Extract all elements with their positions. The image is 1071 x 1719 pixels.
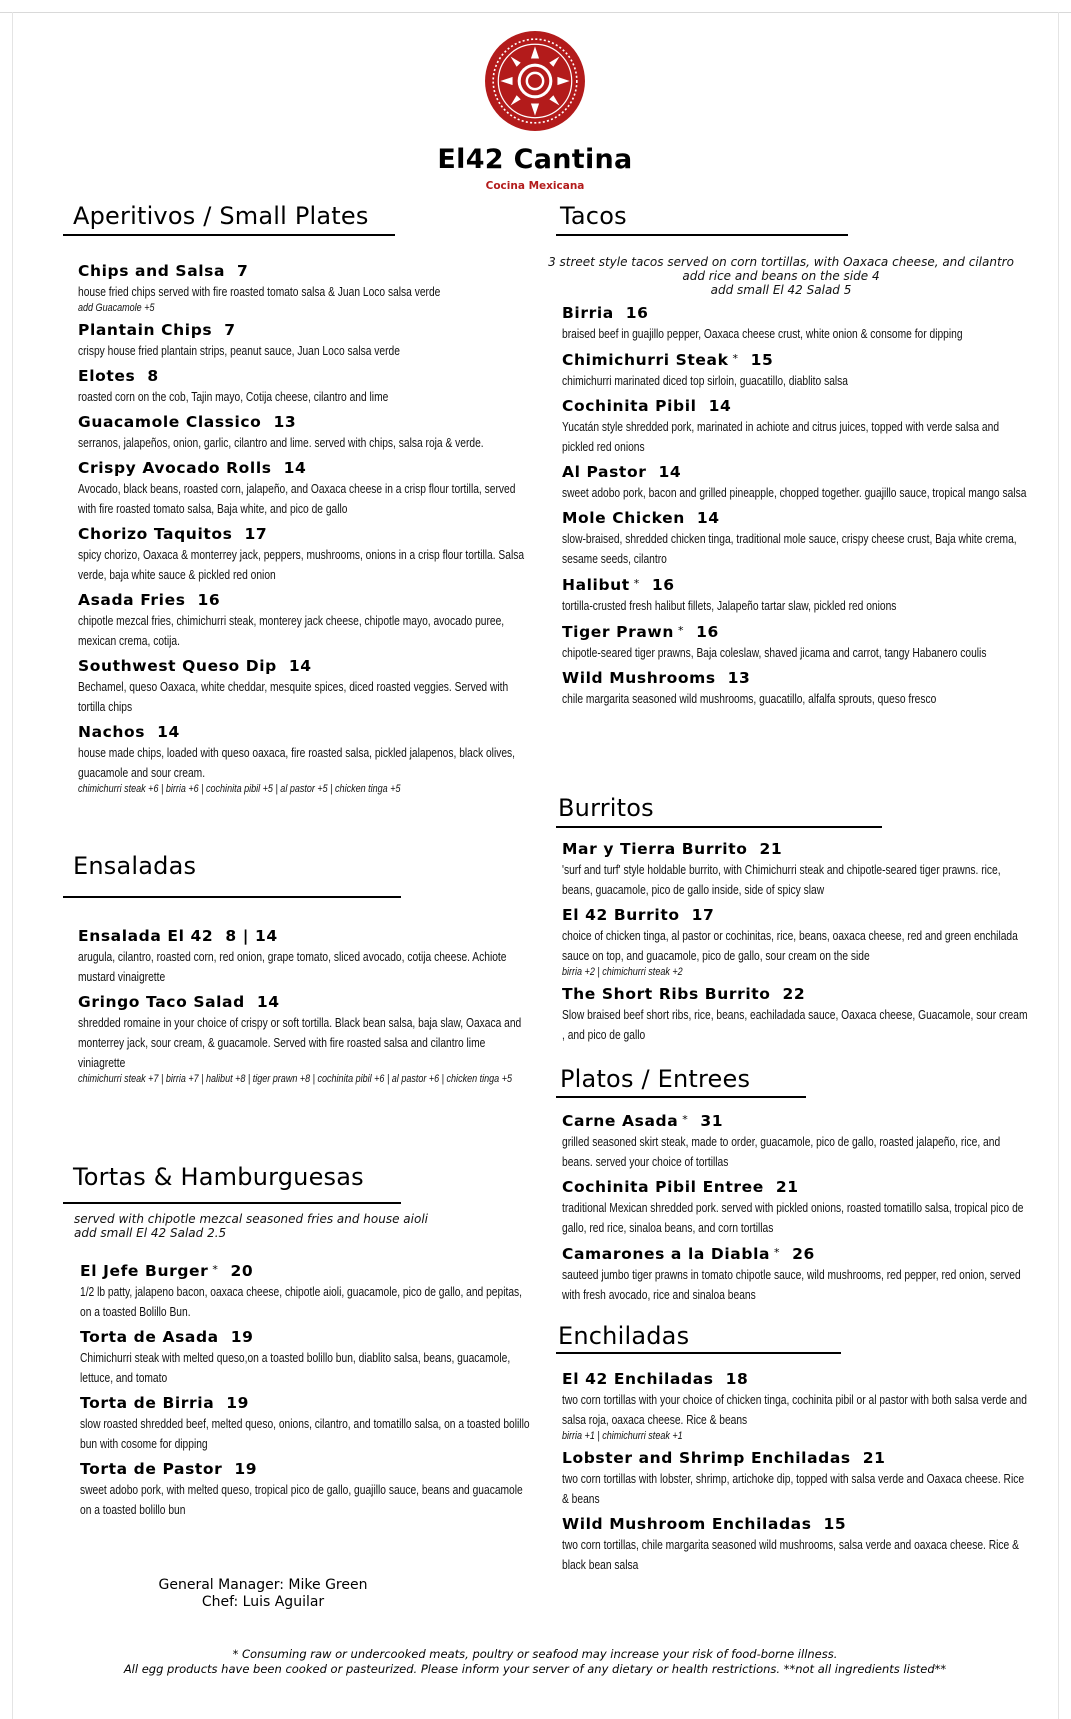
item-addons: birria +1 | chimichurri steak +1 <box>562 1430 683 1442</box>
item-price: 13 <box>273 413 297 431</box>
item-description: Bechamel, queso Oaxaca, white cheddar, mesquite spices, diced roasted veggies. Served with tortilla chips <box>78 680 509 714</box>
platos-header <box>560 1065 750 1093</box>
menu-item <box>78 365 528 407</box>
item-description: slow roasted shredded beef, melted queso, onions, cilantro, and tomatillo salsa, on a toasted bolillo bun with cosome for dipping <box>80 1417 530 1451</box>
item-description: two corn tortillas with lobster, shrimp, artichoke dip, topped with salsa verde and Oaxaca cheese. Rice & beans <box>562 1472 1025 1506</box>
item-price: 18 <box>725 1370 749 1388</box>
menu-item <box>562 1242 1032 1305</box>
tortas-intro <box>74 1212 428 1240</box>
item-title <box>562 573 1032 596</box>
item-title <box>80 1259 530 1282</box>
item-name: Birria <box>562 304 614 322</box>
menu-item <box>562 1176 1032 1238</box>
section-rule <box>556 234 848 236</box>
general-manager: General Manager: Mike Green <box>158 1577 368 1593</box>
item-description: sweet adobo pork, bacon and grilled pineapple, chopped together. guajillo sauce, tropical mango salsa <box>562 486 1027 500</box>
section-rule <box>556 1096 806 1098</box>
item-name: Gringo Taco Salad <box>78 993 245 1011</box>
item-price: 16 <box>625 304 649 322</box>
item-price: 31 <box>700 1112 724 1130</box>
section-title: Ensaladas <box>73 852 197 880</box>
item-description: chipotle-seared tiger prawns, Baja coleslaw, shaved jicama and carrot, tangy Habanero coulis <box>562 646 987 660</box>
disclaimer-line: All egg products have been cooked or pasteurized. Please inform your server of any dietary or health restrictions. **not all ingredients listed** <box>123 1662 947 1676</box>
item-description: Chimichurri steak with melted queso,on a toasted bolillo bun, diablito salsa, beans, guacamole, lettuce, and tomato <box>80 1351 511 1385</box>
item-description: spicy chorizo, Oaxaca & monterrey jack, peppers, mushrooms, onions in a crisp flour tortilla. Salsa verde, baja white sauce & pickled red onion <box>78 548 525 582</box>
menu-item <box>78 523 528 585</box>
item-description: serranos, jalapeños, onion, garlic, cilantro and lime. served with chips, salsa roja & verde. <box>78 436 484 450</box>
item-name: Elotes <box>78 367 136 385</box>
menu-item <box>562 507 1032 569</box>
item-title <box>562 1513 1032 1535</box>
intro-line: add small El 42 Salad 5 <box>710 283 852 297</box>
burritos-list <box>562 838 1032 1049</box>
item-name: Ensalada El 42 <box>78 927 214 945</box>
raw-warning-mark: * <box>633 577 640 590</box>
item-title <box>562 1242 1032 1265</box>
item-name: Chorizo Taquitos <box>78 525 233 543</box>
item-description: chimichurri marinated diced top sirloin, guacatillo, diablito salsa <box>562 374 849 388</box>
tortas-header <box>73 1163 364 1191</box>
item-name: Lobster and Shrimp Enchiladas <box>562 1449 851 1467</box>
item-description: arugula, cilantro, roasted corn, red onion, grape tomato, sliced avocado, cotija cheese. Achiote mustard vinaigrette <box>78 950 507 984</box>
item-price: 19 <box>234 1460 258 1478</box>
top-border <box>0 12 1071 13</box>
section-title: Aperitivos / Small Plates <box>73 202 369 230</box>
item-description: sweet adobo pork, with melted queso, tropical pico de gallo, guajillo sauce, beans and guacamole on a toasted bolillo bun <box>80 1483 523 1517</box>
right-border <box>1058 12 1059 1719</box>
item-name: Chips and Salsa <box>78 262 226 280</box>
item-title <box>562 1109 1032 1132</box>
item-name: Southwest Queso Dip <box>78 657 277 675</box>
tacos-intro <box>546 255 1016 297</box>
item-description: braised beef in guajillo pepper, Oaxaca cheese crust, white onion & consome for dipping <box>562 327 963 341</box>
item-title <box>78 457 528 479</box>
menu-item <box>562 1368 1032 1443</box>
item-price: 8 <box>147 367 159 385</box>
item-description: shredded romaine in your choice of crispy or soft tortilla. Black bean salsa, baja slaw, Oaxaca and monterrey jack, sour cream, & guacamole. Served with fire roasted salsa and cilantro lime viniagrette <box>78 1016 522 1070</box>
tacos-list <box>562 302 1032 713</box>
item-name: Tiger Prawn <box>562 623 674 641</box>
item-title <box>562 461 1032 483</box>
item-description: crispy house fried plantain strips, peanut sauce, Juan Loco salsa verde <box>78 344 400 358</box>
aperitivos-header <box>73 202 369 230</box>
item-title <box>562 1368 1032 1390</box>
raw-warning-mark: * <box>212 1263 219 1276</box>
item-price: 17 <box>244 525 268 543</box>
menu-item <box>78 457 528 519</box>
item-price: 20 <box>230 1262 254 1280</box>
item-price: 19 <box>226 1394 250 1412</box>
item-description: house fried chips served with fire roasted tomato salsa & Juan Loco salsa verde <box>78 285 441 299</box>
menu-item <box>78 319 528 361</box>
item-name: Al Pastor <box>562 463 647 481</box>
item-addons: chimichurri steak +7 | birria +7 | halibut +8 | tiger prawn +8 | cochinita pibil +6 | al pastor +6 | chicken tinga +5 <box>78 1073 512 1085</box>
item-title <box>78 589 528 611</box>
item-name: Torta de Asada <box>80 1328 219 1346</box>
item-price: 14 <box>283 459 307 477</box>
sun-emblem-logo <box>484 30 586 132</box>
item-title <box>562 904 1032 926</box>
section-rule <box>556 826 882 828</box>
menu-item <box>78 411 528 453</box>
item-price: 14 <box>658 463 682 481</box>
item-price: 26 <box>792 1245 815 1263</box>
ensaladas-list <box>78 925 528 1090</box>
item-price: 17 <box>691 906 715 924</box>
section-rule <box>63 1202 401 1204</box>
menu-item <box>78 589 528 651</box>
item-price: 21 <box>862 1449 886 1467</box>
item-name: Nachos <box>78 723 146 741</box>
item-addons: add Guacamole +5 <box>78 302 155 314</box>
menu-item <box>562 1109 1032 1172</box>
item-description: sauteed jumbo tiger prawns in tomato chipotle sauce, wild mushrooms, red pepper, red onion, served with fresh avocado, rice and sinaloa beans <box>562 1268 1021 1302</box>
footer-disclaimer <box>40 1647 1030 1677</box>
item-title <box>78 260 528 282</box>
item-description: choice of chicken tinga, al pastor or cochinitas, rice, beans, oaxaca cheese, red and green enchilada sauce on top, and guacamole, pico de gallo, sour cream on the side <box>562 929 1018 963</box>
intro-line: 3 street style tacos served on corn tortillas, with Oaxaca cheese, and cilantro <box>548 255 1014 269</box>
menu-item <box>562 838 1032 900</box>
item-description: grilled seasoned skirt steak, made to order, guacamole, pico de gallo, roasted jalapeño, rice, and beans. served your choice of tortillas <box>562 1135 1001 1169</box>
item-name: Chimichurri Steak <box>562 351 729 369</box>
item-description: Avocado, black beans, roasted corn, jalapeño, and Oaxaca cheese in a crisp flour tortilla, served with fire roasted tomato salsa, Baja white, and pico de gallo <box>78 482 516 516</box>
menu-item <box>562 573 1032 616</box>
section-rule <box>556 1352 841 1354</box>
section-title: Burritos <box>558 794 654 822</box>
item-description: Yucatán style shredded pork, marinated in achiote and citrus juices, topped with verde salsa and pickled red onions <box>562 420 1000 454</box>
item-title <box>78 925 528 947</box>
item-title <box>562 1176 1032 1198</box>
menu-item <box>80 1326 530 1388</box>
item-price: 16 <box>651 576 675 594</box>
item-price: 8 | 14 <box>225 927 278 945</box>
item-name: El Jefe Burger <box>80 1262 209 1280</box>
intro-line: add small El 42 Salad 2.5 <box>74 1226 227 1240</box>
menu-item <box>78 655 528 717</box>
intro-line: served with chipotle mezcal seasoned fries and house aioli <box>74 1212 428 1226</box>
item-name: Cochinita Pibil Entree <box>562 1178 764 1196</box>
item-price: 21 <box>759 840 783 858</box>
raw-warning-mark: * <box>682 1113 689 1126</box>
item-title <box>562 838 1032 860</box>
item-title <box>562 302 1032 324</box>
raw-warning-mark: * <box>732 352 739 365</box>
item-name: Cochinita Pibil <box>562 397 697 415</box>
item-title <box>78 411 528 433</box>
menu-item <box>562 667 1032 709</box>
item-price: 15 <box>750 351 774 369</box>
item-title <box>562 983 1032 1005</box>
item-title <box>562 667 1032 689</box>
item-title <box>562 395 1032 417</box>
tortas-list <box>80 1259 530 1524</box>
item-price: 14 <box>288 657 312 675</box>
menu-item <box>78 991 528 1086</box>
item-name: Wild Mushroom Enchiladas <box>562 1515 812 1533</box>
tacos-header <box>560 202 627 230</box>
item-price: 7 <box>224 321 236 339</box>
restaurant-name: El42 Cantina <box>437 144 633 175</box>
item-name: Asada Fries <box>78 591 186 609</box>
menu-item <box>78 260 528 315</box>
disclaimer-line: * Consuming raw or undercooked meats, poultry or seafood may increase your risk of food-borne illness. <box>232 1647 838 1661</box>
raw-warning-mark: * <box>774 1246 781 1259</box>
item-name: Crispy Avocado Rolls <box>78 459 272 477</box>
item-description: 1/2 lb patty, jalapeno bacon, oaxaca cheese, chipotle aioli, guacamole, pico de gallo, and pepitas, on a toasted Bolillo Bun. <box>80 1285 523 1319</box>
item-price: 15 <box>823 1515 847 1533</box>
item-price: 13 <box>727 669 751 687</box>
item-title <box>562 348 1032 371</box>
item-title <box>80 1326 530 1348</box>
menu-item <box>562 348 1032 391</box>
menu-item <box>562 620 1032 663</box>
item-title <box>78 721 528 743</box>
platos-list <box>562 1109 1032 1309</box>
staff-credits <box>123 1577 403 1611</box>
item-title <box>78 991 528 1013</box>
item-price: 21 <box>775 1178 799 1196</box>
menu-item <box>80 1458 530 1520</box>
item-title <box>562 507 1032 529</box>
item-price: 22 <box>782 985 806 1003</box>
chef: Chef: Luis Aguilar <box>201 1594 325 1610</box>
item-price: 7 <box>237 262 249 280</box>
item-price: 14 <box>696 509 720 527</box>
item-addons: chimichurri steak +6 | birria +6 | cochinita pibil +5 | al pastor +5 | chicken tinga +5 <box>78 783 401 795</box>
menu-item <box>562 302 1032 344</box>
menu-item <box>562 983 1032 1045</box>
restaurant-subtitle: Cocina Mexicana <box>485 180 585 192</box>
item-addons: birria +2 | chimichurri steak +2 <box>562 966 683 978</box>
menu-item <box>78 925 528 987</box>
section-title: Platos / Entrees <box>560 1065 751 1093</box>
item-title <box>78 319 528 341</box>
item-name: Camarones a la Diabla <box>562 1245 771 1263</box>
item-title <box>78 523 528 545</box>
item-name: Carne Asada <box>562 1112 679 1130</box>
item-price: 16 <box>696 623 719 641</box>
raw-warning-mark: * <box>677 624 685 637</box>
enchiladas-header <box>558 1322 689 1350</box>
menu-item <box>562 904 1032 979</box>
item-title <box>78 655 528 677</box>
item-description: two corn tortillas with your choice of chicken tinga, cochinita pibil or al pastor with both salsa verde and salsa roja, oaxaca cheese. Rice & beans <box>562 1393 1027 1427</box>
ensaladas-header <box>73 852 196 880</box>
item-description: tortilla-crusted fresh halibut fillets, Jalapeño tartar slaw, pickled red onions <box>562 599 897 613</box>
item-title <box>80 1392 530 1414</box>
item-price: 14 <box>256 993 280 1011</box>
item-description: chile margarita seasoned wild mushrooms, guacatillo, alfalfa sprouts, queso fresco <box>562 692 937 706</box>
item-name: Guacamole Classico <box>78 413 262 431</box>
item-name: Halibut <box>562 576 630 594</box>
item-name: Plantain Chips <box>78 321 213 339</box>
item-name: Torta de Pastor <box>80 1460 223 1478</box>
menu-item <box>80 1392 530 1454</box>
item-description: two corn tortillas, chile margarita seasoned wild mushrooms, salsa verde and oaxaca cheese. Rice & black bean salsa <box>562 1538 1019 1572</box>
left-border <box>12 12 13 1719</box>
menu-item <box>562 1513 1032 1575</box>
item-name: Torta de Birria <box>80 1394 215 1412</box>
item-name: El 42 Burrito <box>562 906 680 924</box>
section-rule <box>63 896 401 898</box>
enchiladas-list <box>562 1368 1032 1579</box>
item-name: Mole Chicken <box>562 509 685 527</box>
item-description: slow-braised, shredded chicken tinga, traditional mole sauce, crispy cheese crust, Baja white crema, sesame seeds, cilantro <box>562 532 1017 566</box>
item-price: 14 <box>708 397 732 415</box>
section-title: Tortas & Hamburguesas <box>73 1163 364 1191</box>
aperitivos-list <box>78 260 528 800</box>
item-price: 14 <box>157 723 180 741</box>
item-name: The Short Ribs Burrito <box>562 985 771 1003</box>
item-name: El 42 Enchiladas <box>562 1370 714 1388</box>
item-title <box>78 365 528 387</box>
menu-item <box>562 1447 1032 1509</box>
intro-line: add rice and beans on the side 4 <box>682 269 880 283</box>
menu-item <box>80 1259 530 1322</box>
item-description: roasted corn on the cob, Tajin mayo, Cotija cheese, cilantro and lime <box>78 390 389 404</box>
item-description: Slow braised beef short ribs, rice, beans, eachiladada sauce, Oaxaca cheese, Guacamole, sour cream , and pico de gallo <box>562 1008 1028 1042</box>
item-description: house made chips, loaded with queso oaxaca, fire roasted salsa, pickled jalapenos, black olives, guacamole and sour cream. <box>78 746 516 780</box>
item-title <box>562 620 1032 643</box>
item-description: traditional Mexican shredded pork. served with pickled onions, roasted tomatillo salsa, tropical pico de gallo, red rice, sinaloa beans, and corn tortillas <box>562 1201 1024 1235</box>
item-name: Wild Mushrooms <box>562 669 716 687</box>
item-price: 19 <box>230 1328 254 1346</box>
section-title: Tacos <box>560 202 627 230</box>
item-name: Mar y Tierra Burrito <box>562 840 748 858</box>
item-price: 16 <box>197 591 221 609</box>
burritos-header <box>558 794 654 822</box>
item-description: chipotle mezcal fries, chimichurri steak, monterey jack cheese, chipotle mayo, avocado puree, mexican crema, cotija. <box>78 614 505 648</box>
menu-item <box>562 395 1032 457</box>
menu-item <box>78 721 528 796</box>
item-title <box>80 1458 530 1480</box>
item-title <box>562 1447 1032 1469</box>
section-rule <box>63 234 395 236</box>
section-title: Enchiladas <box>558 1322 690 1350</box>
menu-item <box>562 461 1032 503</box>
item-description: 'surf and turf' style holdable burrito, with Chimichurri steak and chipotle-seared tiger prawns. rice, beans, guacamole, pico de gallo inside, side of spicy slaw <box>562 863 1001 897</box>
